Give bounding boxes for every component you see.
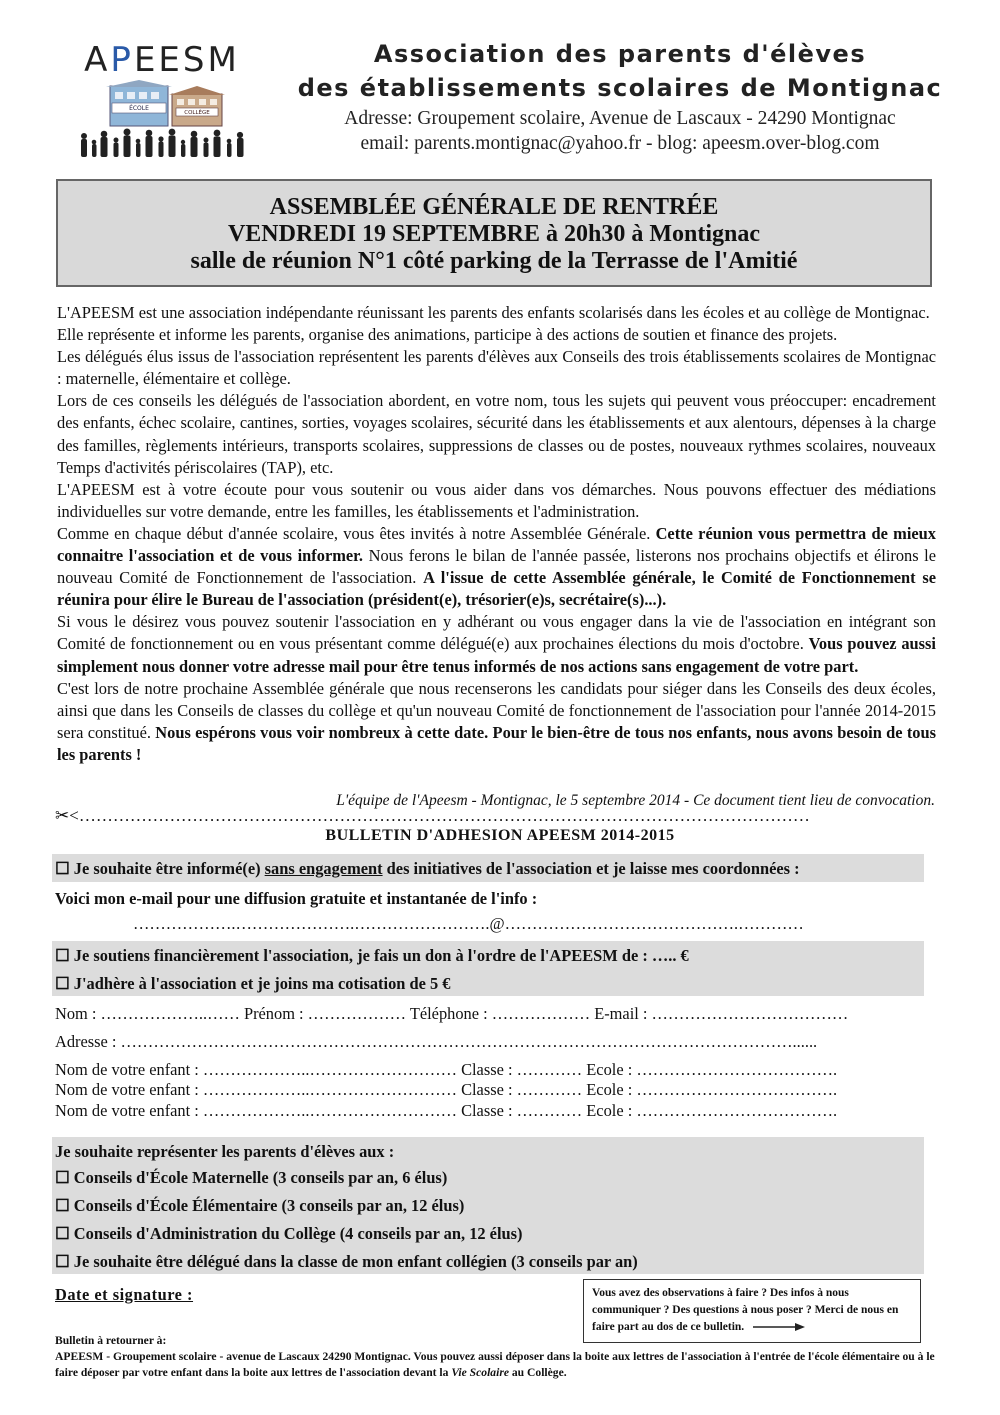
checkbox-icon[interactable]: ☐ (55, 946, 70, 965)
checkbox-icon[interactable]: ☐ (55, 859, 70, 878)
address-field-row[interactable]: Adresse : ……………………………………………………………………………………………………………...... (55, 1032, 818, 1051)
signoff: L'équipe de l'Apeesm - Montignac, le 5 septembre 2014 - Ce document tient lieu de convocation. (336, 792, 935, 809)
checkbox-icon[interactable]: ☐ (55, 1252, 70, 1271)
bulletin-title: BULLETIN D'ADHESION APEESM 2014-2015 (325, 827, 675, 844)
paragraph-intro: L'APEESM est une association indépendante réunissant les parents des enfants scolarisés dans les écoles et au collège de Montignac. (57, 303, 930, 322)
arrow-right-icon (753, 1322, 805, 1332)
observations-text: Vous avez des observations à faire ? Des infos à nous communiquer ? Des questions à nous poser ? Merci de nous en faire part au dos de ce bulletin. (592, 1287, 899, 1333)
association-address: Adresse: Groupement scolaire, Avenue de Lascaux - 24290 Montignac (344, 108, 896, 129)
checkbox-icon[interactable]: ☐ (55, 974, 70, 993)
checkbox-icon[interactable]: ☐ (55, 1196, 70, 1215)
cut-line: ✂<………………………………………………………………………………………………………………… (55, 806, 810, 825)
email-label: Voici mon e-mail pour une diffusion gratuite et instantanée de l'info : (55, 889, 538, 908)
represent-option-delegate[interactable]: ☐ Je souhaite être délégué dans la classe de mon enfant collégien (3 conseils par an) (55, 1252, 638, 1271)
represent-option-college[interactable]: ☐ Conseils d'Administration du Collège (4 conseils par an, 12 élus) (55, 1224, 523, 1243)
child-row-3[interactable]: Nom de votre enfant : ………………..……………………… Classe : ………… Ecole : ………………………………. (55, 1101, 838, 1120)
paragraph-membership: Si vous le désirez vous pouvez soutenir l'association en y adhérant ou vous engager dans la vie de l'association en intégrant son Comité de fonctionnement ou en vous présentant comme délégué(e) aux prochaines élections du mois d'octobre. Vous pouvez aussi simplement nous donner votre adresse mail pour être tenus informés de nos actions sans engagement de votre part. (57, 612, 936, 676)
date-signature-label[interactable]: Date et signature : (55, 1285, 194, 1304)
assembly-title: ASSEMBLÉE GÉNÉRALE DE RENTRÉE (269, 194, 719, 220)
body-text (57, 302, 936, 766)
assembly-announcement-box (56, 179, 932, 287)
represent-title: Je souhaite représenter les parents d'élèves aux : (55, 1142, 395, 1161)
logo-wordmark: APEESM (84, 40, 240, 80)
represent-option-maternelle[interactable]: ☐ Conseils d'École Maternelle (3 conseils par an, 6 élus) (55, 1168, 448, 1187)
paragraph-councils: Lors de ces conseils les délégués de l'association abordent, en votre nom, tous les sujets qui peuvent vous préoccuper: encadrement des enfants, échec scolaire, cantines, sorties, voyages scolaires, sécurité dans les établissements et aux alentours, dépenses à la charge des familles, règlements intérieurs, transports scolaires, suppressions de classes ou de postes, nouveaux rythmes scolaires, nouveaux Temps d'activités périscolaires (TAP), etc. (57, 391, 936, 477)
identity-fields-row[interactable]: Nom : ………………..…… Prénom : ……………… Téléphone : ……………… E-mail : ……………………………… (55, 1004, 849, 1023)
return-label: Bulletin à retourner à: (55, 1334, 167, 1347)
paragraph-role: Elle représente et informe les parents, organise des animations, participe à des actions de soutien et finance des projets. (57, 325, 838, 345)
paragraph-assembly: Comme en chaque début d'année scolaire, vous êtes invités à notre Assemblée Générale. Cette réunion vous permettra de mieux connaitre l'association et de vous informer. Nous ferons le bilan de l'année passée, listerons nos prochains objectifs et élirons le nouveau Comité de Fonctionnement de l'association. A l'issue de cette Assemblée générale, le Comité de Fonctionnement se réunira pour élire le Bureau de l'association (président(e), trésorier(e)s, secrétaire(s)...). (57, 523, 937, 610)
school-building-icon (72, 80, 252, 162)
paragraph-candidates: C'est lors de notre prochaine Assemblée générale que nous recenserons les candidats pour siéger dans les Conseils des deux écoles, ainsi que dans les Conseils de classes du collège et qu'un nouveau Comité de fonctionnement de l'association pour l'année 2014-2015 sera constitué. Nous espérons vous voir nombreux à cette date. Pour le bien-être de tous nos enfants, nous avons besoin de tous les parents ! (57, 678, 936, 764)
join-checkbox-row[interactable]: ☐ J'adhère à l'association et je joins ma cotisation de 5 € (55, 974, 451, 993)
checkbox-icon[interactable]: ☐ (55, 1168, 70, 1187)
info-checkbox-row[interactable]: ☐ Je souhaite être informé(e) sans engagement des initiatives de l'association et je laisse mes coordonnées : (55, 859, 800, 878)
checkbox-icon[interactable]: ☐ (55, 1224, 70, 1243)
paragraph-support: L'APEESM est à votre écoute pour vous soutenir ou vous aider dans vos démarches. Nous pouvons effectuer des médiations individuelles sur votre demande, entre les familles, les établissements et l'administration. (57, 479, 936, 521)
child-row-1[interactable]: Nom de votre enfant : ………………..……………………… Classe : ………… Ecole : ………………………………. (55, 1060, 838, 1079)
svg-text:ÉCOLE: ÉCOLE (129, 105, 149, 112)
assembly-date: VENDREDI 19 SEPTEMBRE à 20h30 à Montignac (227, 221, 761, 247)
svg-text:COLLÈGE: COLLÈGE (184, 110, 210, 116)
donate-checkbox-row[interactable]: ☐ Je soutiens financièrement l'association, je fais un don à l'ordre de l'APEESM de : ….. € (55, 946, 689, 965)
paragraph-delegates: Les délégués élus issus de l'association représentent les parents d'élèves aux Conseils des trois établissements scolaires de Montignac : maternelle, élémentaire et collège. (57, 347, 936, 389)
logo (72, 40, 252, 162)
email-field[interactable]: ……………….………………….…………………….@…………………………………….………… (133, 914, 804, 933)
child-row-2[interactable]: Nom de votre enfant : ………………..……………………… Classe : ………… Ecole : ………………………………. (55, 1080, 838, 1099)
scissors-icon: ✂ (55, 806, 70, 825)
association-contact: email: parents.montignac@yahoo.fr - blog: apeesm.over-blog.com (360, 133, 880, 154)
assembly-location: salle de réunion N°1 côté parking de la Terrasse de l'Amitié (190, 248, 798, 274)
represent-option-elementaire[interactable]: ☐ Conseils d'École Élémentaire (3 conseils par an, 12 élus) (55, 1196, 465, 1215)
return-instructions (55, 1333, 935, 1381)
return-text: APEESM - Groupement scolaire - avenue de Lascaux 24290 Montignac. Vous pouvez aussi déposer dans la boite aux lettres de l'association à l'entrée de l'école élémentaire ou à le faire déposer par votre enfant dans la boite aux lettres de l'association devant la Vie Scolaire au Collège. (55, 1350, 935, 1379)
association-title-line2: des établissements scolaires de Montignac (297, 74, 943, 102)
association-title-line1: Association des parents d'élèves (373, 40, 867, 68)
